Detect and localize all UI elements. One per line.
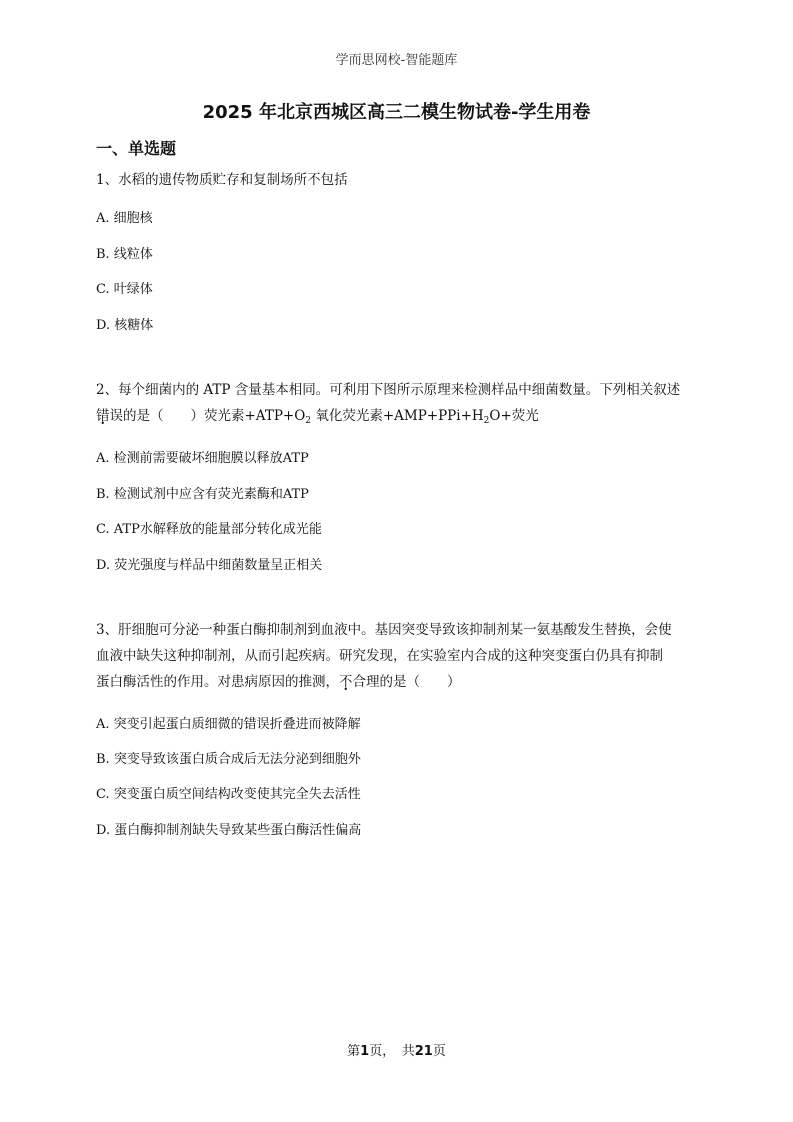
question-2-option-c[interactable]: C. ATP水解释放的能量部分转化成光能: [96, 522, 322, 537]
subscript: 2: [483, 416, 490, 426]
page-footer: [0, 1040, 793, 1059]
page-number: 1: [360, 1044, 370, 1059]
question-1-stem: 1、水稻的遗传物质贮存和复制场所不包括: [96, 172, 348, 188]
footer-text: 页: [432, 1044, 446, 1059]
question-2-option-b[interactable]: B. 检测试剂中应含有荧光素酶和ATP: [96, 487, 309, 502]
question-2-option-d[interactable]: D. 荧光强度与样品中细菌数量呈正相关: [96, 558, 323, 573]
emphasis-char: 不: [339, 674, 353, 690]
question-3-text: 蛋白酶活性的作用。对患病原因的推测，: [96, 674, 339, 690]
subscript: 2: [305, 416, 312, 426]
question-3-option-b[interactable]: B. 突变导致该蛋白质合成后无法分泌到细胞外: [96, 752, 361, 767]
document-title: 2025 年北京西城区高三二模生物试卷-学生用卷: [202, 102, 591, 123]
question-3-option-a[interactable]: A. 突变引起蛋白质细微的错误折叠进而被降解: [96, 717, 361, 732]
question-3-option-c[interactable]: C. 突变蛋白质空间结构改变使其完全失去活性: [96, 787, 361, 802]
question-1-option-c[interactable]: C. 叶绿体: [96, 282, 153, 297]
question-3-text: 合理的是（ ）: [352, 674, 461, 690]
question-2-line-1: 2、每个细菌内的 ATP 含量基本相同。可利用下图所示原理来检测样品中细菌数量。下列相关叙述: [96, 382, 681, 398]
question-3-option-d[interactable]: D. 蛋白酶抑制剂缺失导致某些蛋白酶活性偏高: [96, 823, 362, 838]
question-3-stem: [96, 617, 706, 695]
question-3-line-3: [96, 669, 706, 695]
question-3-line-2: 血液中缺失这种抑制剂，从而引起疾病。研究发现，在实验室内合成的这种突变蛋白仍具有抑制: [96, 648, 663, 664]
footer-text: 页， 共: [369, 1044, 415, 1059]
total-pages: 21: [414, 1044, 433, 1059]
question-2-text: 氧化荧光素+AMP+PPi+H: [311, 408, 484, 424]
question-2-text: O+荧光: [489, 408, 539, 424]
question-1-option-b[interactable]: B. 线粒体: [96, 247, 153, 262]
section-heading: 一、单选题: [96, 139, 177, 158]
question-3-line-1: 3、肝细胞可分泌一种蛋白酶抑制剂到血液中。基因突变导致该抑制剂某一氨基酸发生替换，会使: [96, 622, 672, 638]
question-2-stem: [96, 377, 706, 434]
footer-text: 第: [347, 1044, 361, 1059]
emphasis-char: 错: [96, 408, 110, 424]
question-2-line-2: [96, 403, 706, 434]
question-2-option-a[interactable]: A. 检测前需要破坏细胞膜以释放ATP: [96, 451, 309, 466]
question-1-option-d[interactable]: D. 核糖体: [96, 318, 154, 333]
question-1-option-a[interactable]: A. 细胞核: [96, 211, 153, 226]
page-header: 学而思网校-智能题库: [335, 53, 458, 68]
question-2-text: 误的是（ ）荧光素+ATP+O: [109, 408, 306, 424]
